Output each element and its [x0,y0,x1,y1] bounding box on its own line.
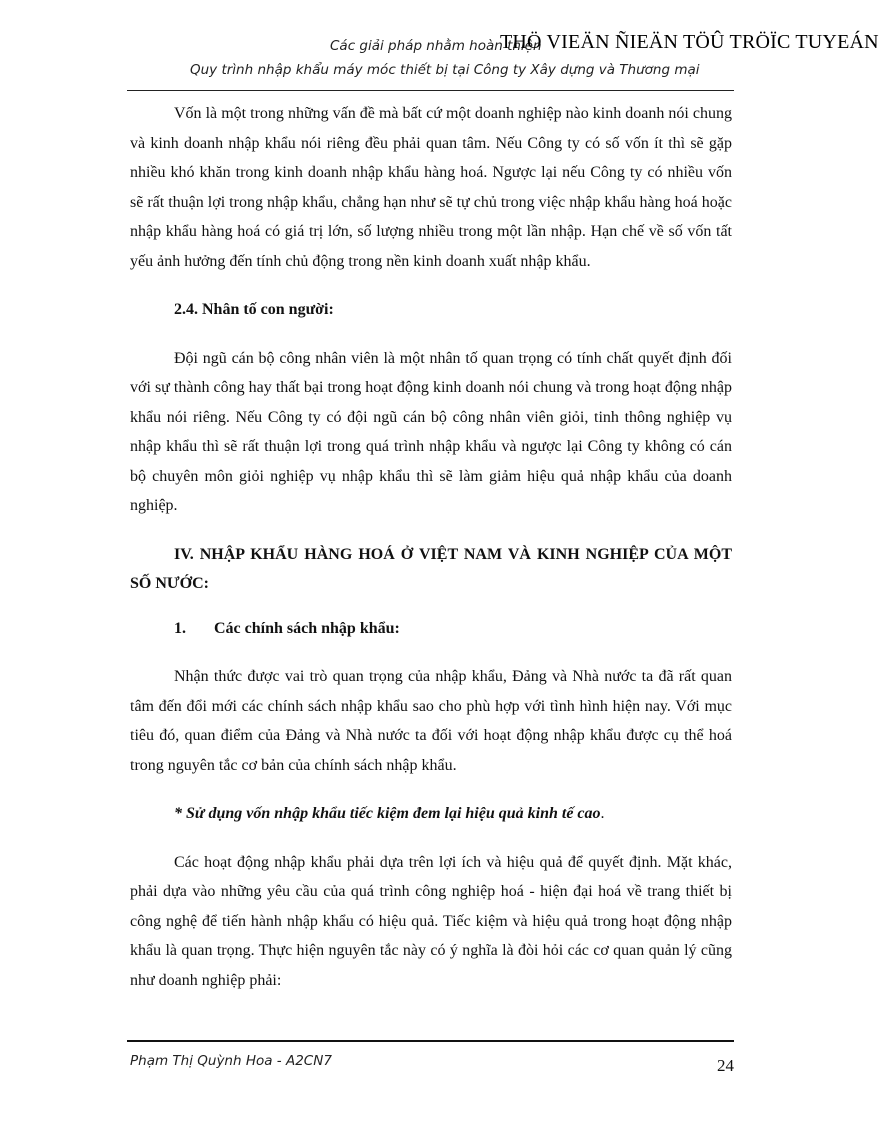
footer-divider [127,1040,734,1042]
paragraph-policy: Nhận thức được vai trò quan trọng của nhập khẩu, Đảng và Nhà nước ta đã rất quan tâm đến đổi mới các chính sách nhập khẩu sao cho phù hợp với tình hình hiện nay. Với mục tiêu đó, quan điểm của Đảng và Nhà nước ta đối với hoạt động nhập khẩu được cụ thể hoá trong nguyên tắc cơ bản của chính sách nhập khẩu. [130,668,732,774]
principle-period: . [600,805,605,822]
heading-number: 1. [174,619,186,637]
principle-text: * Sử dụng vốn nhập khẩu tiếc kiệm đem lại hiệu quả kinh tế cao [174,805,601,822]
page-body [130,99,732,1014]
heading-import-policies [130,614,732,644]
paragraph-capital: Vốn là một trong những vấn đề mà bất cứ một doanh nghiệp nào kinh doanh nói chung và kinh doanh nhập khẩu nói riêng đều phải quan tâm. Nếu Công ty có số vốn ít thì sẽ gặp nhiều khó khăn trong kinh doanh nhập khẩu hàng hoá. Ngược lại nếu Công ty có nhiều vốn sẽ rất thuận lợi trong nhập khẩu, chẳng hạn như sẽ tự chủ trong việc nhập khẩu hàng hoá hoặc nhập khẩu hàng hoá có giá trị lớn, số lượng nhiều trong một lần nhập. Hạn chế về số vốn tất yếu ảnh hưởng đến tính chủ động trong nền kinh doanh xuất nhập khẩu. [130,105,732,270]
footer-author: Phạm Thị Quỳnh Hoa - A2CN7 [130,1053,332,1069]
heading-section-iv: IV. NHẬP KHẨU HÀNG HOÁ Ở VIỆT NAM VÀ KINH NGHIỆP CỦA MỘT SỐ NƯỚC: [130,545,732,592]
heading-text: Các chính sách nhập khẩu: [214,619,400,637]
watermark-text: THÖ VIEÄN ÑIEÄN TÖÛ TRÖÏC TUYEÁN [500,31,879,53]
paragraph-people: Đội ngũ cán bộ công nhân viên là một nhân tố quan trọng có tính chất quyết định đối với sự thành công hay thất bại trong hoạt động kinh doanh nói chung và trong hoạt động nhập khẩu nói riêng. Nếu Công ty có đội ngũ cán bộ công nhân viên giỏi, tinh thông nghiệp vụ nhập khẩu thì sẽ rất thuận lợi trong quá trình nhập khẩu và ngược lại Công ty không có cán bộ chuyên môn giỏi nghiệp vụ nhập khẩu thì sẽ làm giảm hiệu quả nhập khẩu của doanh nghiệp. [130,349,732,514]
header-divider [127,90,734,91]
page-number: 24 [717,1056,734,1075]
header-title-line1: Các giải pháp nhằm hoàn thiện [330,38,542,54]
principle-capital-use [130,799,732,829]
header-title-line2: Quy trình nhập khẩu máy móc thiết bị tại Công ty Xây dựng và Thương mại [190,62,700,78]
paragraph-efficiency: Các hoạt động nhập khẩu phải dựa trên lợi ích và hiệu quả để quyết định. Mặt khác, phải dựa vào những yêu cầu của quá trình công nghiệp hoá - hiện đại hoá về trang thiết bị công nghệ để tiến hành nhập khẩu có hiệu quả. Tiếc kiệm và hiệu quả trong hoạt động nhập khẩu là quan trọng. Thực hiện nguyên tắc này có ý nghĩa là đòi hỏi các cơ quan quản lý cũng như doanh nghiệp phải: [130,853,732,989]
heading-human-factor: 2.4. Nhân tố con người: [174,301,334,318]
